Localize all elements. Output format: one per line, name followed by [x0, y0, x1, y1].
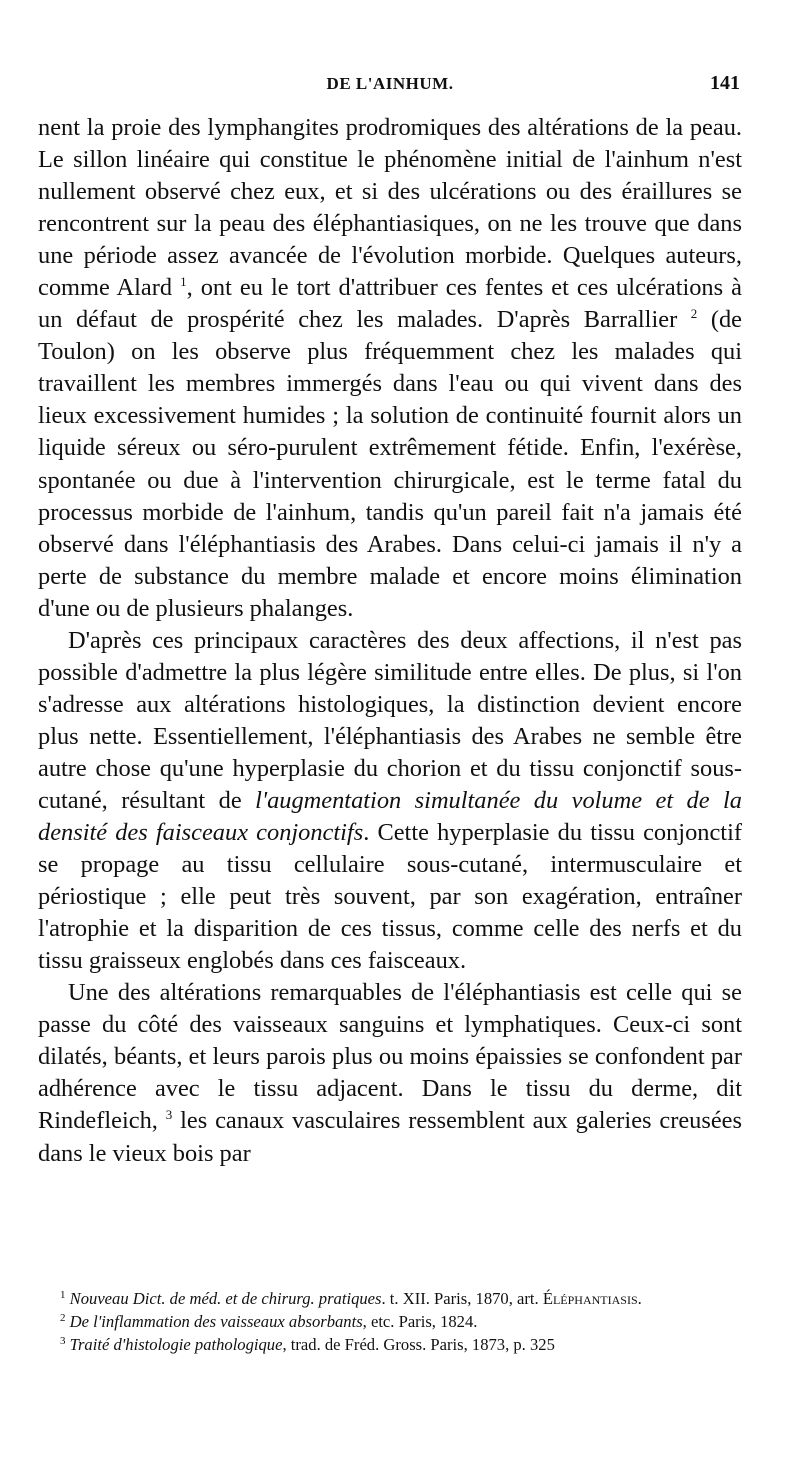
footnote	[40, 1333, 742, 1356]
paragraph	[38, 112, 742, 625]
text-run: , etc. Paris, 1824.	[362, 1312, 478, 1331]
footnote	[40, 1287, 742, 1310]
footnote-marker: 3	[165, 1107, 173, 1123]
footnote-marker: 3	[60, 1335, 66, 1347]
footnote-marker: 1	[60, 1289, 66, 1301]
text-run: Une des altérations remarquables de l'éléphantiasis est celle qui se passe du côté des vaisseaux sanguins et lymphatiques. Ceux-ci sont dilatés, béants, et leurs parois plus ou moins épaissies se confondent par adhérence avec le tissu adjacent. Dans le tissu du derme, dit Rindefleich,	[38, 979, 742, 1135]
text-run: . Cette hyperplasie du tissu conjonctif se propage au tissu cellulaire sous-cutané, intermusculaire et périostique ; elle peut très souvent, par son exagération, entraîner l'atrophie et la disparition de ces tissus, comme celle des nerfs et du tissu graisseux englobés dans ces faisceaux.	[38, 819, 742, 975]
emphasis-text: l'augmentation simultanée du volume et de la densité des faisceaux conjonctifs	[38, 786, 742, 847]
footnote-marker: 1	[180, 274, 187, 290]
cited-title: De l'inflammation des vaisseaux absorbants	[69, 1312, 363, 1331]
text-run: les canaux vasculaires ressemblent aux galeries creusées dans le vieux bois par	[38, 1107, 742, 1167]
paragraph	[38, 977, 742, 1169]
text-run: nent la proie des lymphangites prodromiques des altérations de la peau. Le sillon linéaire qui constitue le phénomène initial de l'ainhum n'est nullement observé chez eux, et si des ulcérations ou des éraillures se rencontrent sur la peau des éléphantiasiques, on ne les trouve que dans une période assez avancée de l'évolution morbide. Quelques auteurs, comme Alard	[38, 114, 742, 302]
cited-title: Traité d'histologie pathologique	[69, 1335, 283, 1354]
text-run: D'après ces principaux caractères des deux affections, il n'est pas possible d'admettre la plus légère similitude entre elles. De plus, si l'on s'adresse aux altérations histologiques, la distinction devient encore plus nette. Essentiellement, l'éléphantiasis des Arabes ne semble être autre chose qu'une hyperplasie du chorion et du tissu conjonctif sous-cutané, résultant de	[38, 626, 742, 814]
footnotes	[40, 1287, 742, 1356]
text-run: . t. XII. Paris, 1870, art.	[381, 1289, 543, 1308]
running-title: DE L'AINHUM.	[326, 74, 454, 93]
cited-title: Nouveau Dict. de méd. et de chirurg. pratiques	[69, 1289, 382, 1308]
footnote-marker: 2	[690, 306, 698, 322]
body-text	[38, 112, 742, 1170]
text-run: , trad. de Fréd. Gross. Paris, 1873, p. 325	[282, 1335, 555, 1354]
article-name: Éléphantiasis	[542, 1289, 638, 1308]
footnote	[40, 1310, 742, 1333]
page-header	[40, 66, 740, 106]
text-run: (de Toulon) on les observe plus fréquemment chez les malades qui travaillent les membres immergés dans l'eau ou qui vivent dans des lieux excessivement humides ; la solution de continuité fournit alors un liquide séreux ou séro-purulent extrêmement fétide. Enfin, l'exérèse, spontanée ou due à l'intervention chirurgicale, est le terme fatal du processus morbide de l'ainhum, tandis qu'un pareil fait n'a jamais été observé dans l'éléphantiasis des Arabes. Dans celui-ci jamais il n'y a perte de substance du membre malade et encore moins élimination d'une ou de plusieurs phalanges.	[38, 306, 742, 622]
text-run: .	[637, 1289, 642, 1308]
footnote-marker: 2	[60, 1312, 66, 1324]
paragraph	[38, 625, 742, 978]
page-number: 141	[710, 72, 740, 94]
text-run: , ont eu le tort d'attribuer ces fentes et ces ulcérations à un défaut de prospérité chez les malades. D'après Barrallier	[38, 274, 742, 334]
